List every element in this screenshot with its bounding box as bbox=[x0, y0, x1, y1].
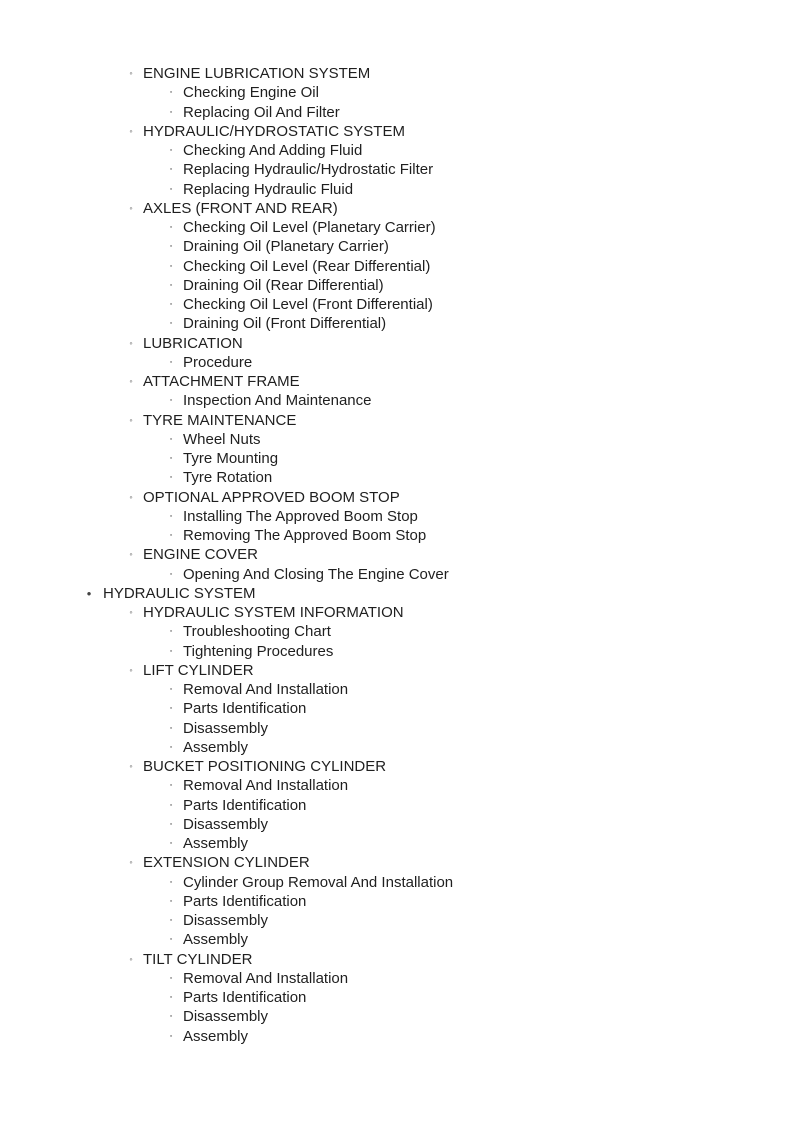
toc-entry-label: Parts Identification bbox=[183, 989, 307, 1006]
bullet-icon: ▫ bbox=[169, 243, 173, 251]
toc-entry-label: TYRE MAINTENANCE bbox=[143, 411, 297, 429]
toc-entry-label: Checking Oil Level (Front Differential) bbox=[183, 296, 433, 313]
toc-entry-label: Disassembly bbox=[183, 1008, 269, 1026]
bullet-icon: ▫ bbox=[169, 281, 173, 289]
toc-subsection bbox=[0, 488, 794, 507]
toc-subsection bbox=[0, 950, 794, 969]
toc-entry-label: HYDRAULIC SYSTEM INFORMATION bbox=[143, 604, 404, 621]
bullet-icon: ◦ bbox=[129, 549, 133, 560]
bullet-icon: ◦ bbox=[129, 607, 133, 617]
bullet-icon: ▫ bbox=[169, 185, 173, 193]
toc-entry bbox=[0, 815, 794, 834]
toc-entry-label: Replacing Hydraulic Fluid bbox=[183, 180, 354, 198]
bullet-icon: ◦ bbox=[129, 68, 133, 78]
toc-entry bbox=[0, 622, 794, 641]
bullet-icon: ▫ bbox=[169, 782, 173, 790]
toc-subsection bbox=[0, 853, 794, 872]
bullet-icon: ▫ bbox=[169, 820, 173, 828]
toc-entry bbox=[0, 969, 794, 988]
toc-subsection bbox=[0, 545, 794, 564]
toc-entry-label: TILT CYLINDER bbox=[143, 950, 253, 968]
toc-subsection bbox=[0, 334, 794, 353]
toc-entry bbox=[0, 141, 794, 160]
bullet-icon: ▫ bbox=[169, 974, 173, 982]
toc-entry-label: Parts Identification bbox=[183, 700, 307, 718]
bullet-icon: ▫ bbox=[169, 320, 173, 328]
toc-entry-label: Procedure bbox=[183, 353, 253, 371]
bullet-icon: ▫ bbox=[169, 705, 173, 713]
toc-entry-label: Parts Identification bbox=[183, 796, 307, 814]
toc-entry-label: Assembly bbox=[183, 931, 249, 949]
toc-entry bbox=[0, 738, 794, 757]
table-of-contents bbox=[0, 64, 794, 1046]
toc-subsection bbox=[0, 661, 794, 680]
bullet-icon: ▫ bbox=[169, 1013, 173, 1021]
toc-subsection bbox=[0, 757, 794, 776]
bullet-icon: ▫ bbox=[169, 89, 173, 97]
bullet-icon: ▫ bbox=[169, 878, 173, 886]
toc-entry-label: Troubleshooting Chart bbox=[183, 623, 331, 641]
bullet-icon: ◦ bbox=[129, 953, 133, 964]
bullet-icon: ▫ bbox=[169, 840, 173, 847]
bullet-icon: ▫ bbox=[169, 358, 173, 366]
toc-entry-label: ENGINE COVER bbox=[143, 546, 259, 564]
bullet-icon: ▫ bbox=[169, 994, 173, 1001]
toc-entry bbox=[0, 218, 794, 237]
bullet-icon: ▫ bbox=[169, 647, 173, 655]
toc-section bbox=[0, 584, 794, 603]
bullet-icon: ◦ bbox=[129, 761, 133, 771]
bullet-icon: ▫ bbox=[169, 147, 173, 154]
toc-entry-label: Draining Oil (Planetary Carrier) bbox=[183, 238, 389, 256]
toc-entry-label: Tyre Rotation bbox=[183, 469, 273, 487]
toc-entry bbox=[0, 930, 794, 949]
bullet-icon: ▫ bbox=[169, 224, 173, 231]
toc-entry bbox=[0, 353, 794, 372]
toc-entry-label: Removing The Approved Boom Stop bbox=[183, 527, 427, 544]
toc-entry-label: ENGINE LUBRICATION SYSTEM bbox=[143, 65, 371, 82]
toc-entry-label: Checking Oil Level (Planetary Carrier) bbox=[183, 219, 436, 236]
toc-entry bbox=[0, 295, 794, 314]
bullet-icon: ▫ bbox=[169, 262, 173, 270]
bullet-icon: ▫ bbox=[169, 686, 173, 693]
toc-entry bbox=[0, 237, 794, 256]
toc-entry bbox=[0, 468, 794, 487]
toc-entry-label: ATTACHMENT FRAME bbox=[143, 373, 300, 390]
bullet-icon: ◦ bbox=[129, 857, 133, 868]
toc-subsection bbox=[0, 199, 794, 218]
toc-entry bbox=[0, 1027, 794, 1046]
toc-entry bbox=[0, 526, 794, 545]
toc-entry bbox=[0, 1007, 794, 1026]
toc-entry-label: Removal And Installation bbox=[183, 681, 349, 698]
toc-entry bbox=[0, 911, 794, 930]
toc-entry bbox=[0, 160, 794, 179]
toc-entry bbox=[0, 83, 794, 102]
toc-entry bbox=[0, 988, 794, 1007]
bullet-icon: ▫ bbox=[169, 801, 173, 809]
bullet-icon: ◦ bbox=[129, 202, 133, 213]
toc-entry bbox=[0, 430, 794, 449]
bullet-icon: ▫ bbox=[169, 743, 173, 751]
toc-entry-label: HYDRAULIC SYSTEM bbox=[103, 584, 256, 602]
toc-entry bbox=[0, 642, 794, 661]
toc-entry-label: Disassembly bbox=[183, 815, 269, 833]
toc-entry bbox=[0, 391, 794, 410]
bullet-icon: ▫ bbox=[169, 532, 173, 539]
bullet-icon: ◦ bbox=[129, 125, 133, 136]
toc-entry bbox=[0, 103, 794, 122]
toc-entry bbox=[0, 314, 794, 333]
toc-entry-label: Removal And Installation bbox=[183, 969, 349, 987]
toc-entry bbox=[0, 449, 794, 468]
toc-entry bbox=[0, 276, 794, 295]
toc-entry-label: BUCKET POSITIONING CYLINDER bbox=[143, 758, 387, 775]
bullet-icon: ▫ bbox=[169, 628, 173, 636]
toc-entry-label: Cylinder Group Removal And Installation bbox=[183, 873, 454, 891]
toc-entry-label: OPTIONAL APPROVED BOOM STOP bbox=[143, 488, 400, 506]
toc-entry-label: Parts Identification bbox=[183, 892, 307, 910]
bullet-icon: ▫ bbox=[169, 397, 173, 405]
toc-entry-label: LUBRICATION bbox=[143, 334, 243, 352]
toc-entry bbox=[0, 680, 794, 699]
toc-subsection bbox=[0, 64, 794, 83]
toc-entry-label: Assembly bbox=[183, 738, 249, 756]
toc-entry bbox=[0, 834, 794, 853]
toc-entry-label: Assembly bbox=[183, 1027, 249, 1045]
toc-entry bbox=[0, 565, 794, 584]
toc-entry bbox=[0, 257, 794, 276]
bullet-icon: ▫ bbox=[169, 512, 173, 520]
toc-entry-label: Assembly bbox=[183, 835, 249, 852]
toc-entry bbox=[0, 776, 794, 795]
bullet-icon: ▫ bbox=[169, 474, 173, 482]
toc-entry-label: Checking And Adding Fluid bbox=[183, 142, 363, 159]
bullet-icon: ◦ bbox=[129, 491, 133, 502]
toc-entry bbox=[0, 796, 794, 815]
bullet-icon: ▫ bbox=[169, 936, 173, 944]
toc-entry-label: Draining Oil (Rear Differential) bbox=[183, 276, 384, 294]
bullet-icon: ◦ bbox=[129, 664, 133, 675]
bullet-icon: ▫ bbox=[169, 166, 173, 174]
toc-entry-label: Wheel Nuts bbox=[183, 430, 261, 448]
bullet-icon: ▫ bbox=[169, 724, 173, 732]
bullet-icon: ▫ bbox=[169, 1032, 173, 1040]
toc-entry-label: LIFT CYLINDER bbox=[143, 661, 254, 679]
bullet-icon: ▫ bbox=[169, 435, 173, 443]
toc-subsection bbox=[0, 372, 794, 391]
toc-entry bbox=[0, 699, 794, 718]
bullet-icon: ▫ bbox=[169, 570, 173, 578]
toc-entry bbox=[0, 507, 794, 526]
toc-entry bbox=[0, 180, 794, 199]
bullet-icon: ▫ bbox=[169, 917, 173, 924]
toc-subsection bbox=[0, 122, 794, 141]
toc-subsection bbox=[0, 603, 794, 622]
bullet-icon: ◦ bbox=[129, 337, 133, 348]
toc-entry-label: Removal And Installation bbox=[183, 777, 349, 795]
bullet-icon: ◦ bbox=[129, 414, 133, 425]
bullet-icon: ▫ bbox=[169, 897, 173, 905]
bullet-icon: ◦ bbox=[129, 376, 133, 386]
toc-entry-label: Tightening Procedures bbox=[183, 642, 334, 660]
toc-entry-label: Replacing Oil And Filter bbox=[183, 103, 340, 121]
toc-entry-label: Checking Oil Level (Rear Differential) bbox=[183, 257, 431, 275]
toc-entry-label: Replacing Hydraulic/Hydrostatic Filter bbox=[183, 161, 434, 179]
toc-entry-label: Tyre Mounting bbox=[183, 450, 279, 467]
toc-entry-label: Draining Oil (Front Differential) bbox=[183, 315, 387, 333]
bullet-icon: ▫ bbox=[169, 455, 173, 462]
toc-entry-label: Disassembly bbox=[183, 912, 269, 929]
bullet-icon: ▫ bbox=[169, 301, 173, 308]
bullet-icon: ▫ bbox=[169, 108, 173, 116]
toc-entry-label: HYDRAULIC/HYDROSTATIC SYSTEM bbox=[143, 122, 405, 140]
toc-entry-label: Opening And Closing The Engine Cover bbox=[183, 565, 449, 583]
toc-entry-label: Installing The Approved Boom Stop bbox=[183, 507, 418, 525]
toc-entry-label: AXLES (FRONT AND REAR) bbox=[143, 199, 338, 217]
toc-subsection bbox=[0, 411, 794, 430]
toc-entry-label: EXTENSION CYLINDER bbox=[143, 854, 310, 872]
toc-entry-label: Disassembly bbox=[183, 719, 269, 737]
toc-entry-label: Inspection And Maintenance bbox=[183, 392, 372, 410]
toc-entry-label: Checking Engine Oil bbox=[183, 84, 319, 102]
toc-entry bbox=[0, 719, 794, 738]
toc-entry bbox=[0, 873, 794, 892]
toc-entry bbox=[0, 892, 794, 911]
bullet-icon: • bbox=[86, 585, 92, 601]
